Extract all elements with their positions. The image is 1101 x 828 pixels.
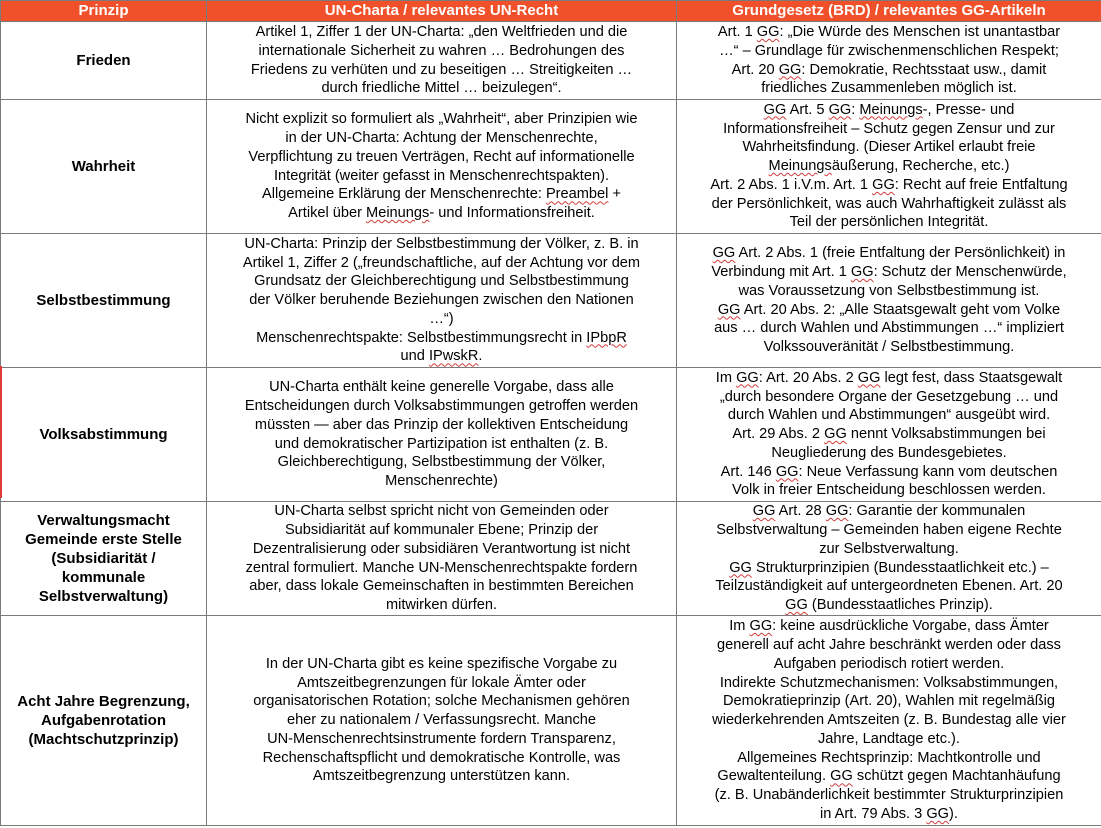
cell-line: aber, dass lokale Gemeinschaften in bestimmten Bereichen — [249, 578, 634, 595]
cell-line: Aufgabenrotation — [41, 712, 166, 729]
cell-line: Jahre, Landtage etc.). — [818, 730, 960, 747]
cell-line: UN-Charta enthält keine generelle Vorgabe, dass alle — [269, 379, 614, 396]
cell-line: UN-Menschenrechtsinstrumente fordern Transparenz, — [267, 730, 616, 747]
cell-line: UN-Charta: Prinzip der Selbstbestimmung der Völker, z. B. in — [244, 235, 639, 252]
cell-un — [207, 502, 677, 616]
header-un-charta: UN-Charta / relevantes UN-Recht — [207, 1, 677, 22]
cell-line: friedliches Zusammenleben möglich ist. — [761, 80, 1017, 97]
cell-line: Im GG: Art. 20 Abs. 2 GG legt fest, dass Staatsgewalt — [715, 369, 1063, 386]
cell-line: (Machtschutzprinzip) — [28, 731, 179, 748]
header-prinzip: Prinzip — [1, 1, 207, 22]
cell-line: und IPwskR. — [400, 348, 483, 365]
cell-un — [207, 100, 677, 234]
cell-line: (Subsidiarität / — [51, 550, 156, 567]
cell-line: Volksabstimmung — [39, 426, 168, 443]
cell-line: Neugliederung des Bundesgebietes. — [771, 444, 1007, 461]
cell-line: Amtszeitbegrenzungen für lokale Ämter oder — [297, 674, 586, 691]
cell-gg — [677, 100, 1101, 234]
cell-line: GG Art. 28 GG: Garantie der kommunalen — [752, 503, 1026, 520]
cell-line: durch friedliche Mittel … beizulegen“. — [321, 80, 562, 97]
cell-line: GG Art. 5 GG: Meinungs-, Presse- und — [763, 101, 1015, 118]
cell-line: Art. 20 GG: Demokratie, Rechtsstaat usw., damit — [731, 61, 1047, 78]
cell-line: Artikel über Meinungs- und Informationsfreiheit. — [288, 205, 595, 222]
cell-line: In der UN-Charta gibt es keine spezifische Vorgabe zu — [265, 655, 618, 672]
header-grundgesetz: Grundgesetz (BRD) / relevantes GG-Artikeln — [677, 1, 1101, 22]
cell-line: Friedens zu verhüten und zu beseitigen … Streitigkeiten … — [250, 61, 633, 78]
cell-gg — [677, 502, 1101, 616]
table-row-wahrheit — [1, 100, 1101, 234]
cell-line: generell auf acht Jahre beschränkt werden oder dass — [717, 636, 1061, 653]
cell-line: der Persönlichkeit, was auch Wahrhaftigkeit zulässt als — [711, 195, 1067, 212]
cell-un — [207, 22, 677, 100]
cell-line: Selbstbestimmung — [36, 292, 171, 309]
cell-line: in Art. 79 Abs. 3 GG). — [820, 806, 958, 823]
cell-un — [207, 616, 677, 826]
cell-line: Informationsfreiheit – Schutz gegen Zensur und zur — [723, 120, 1055, 137]
cell-line: Rechenschaftspflicht und demokratische Kontrolle, was — [262, 749, 621, 766]
cell-line: mitwirken dürfen. — [385, 597, 498, 614]
cell-line: internationale Sicherheit zu wahren … Bedrohungen des — [258, 42, 625, 59]
cell-line: Verpflichtung zu treuen Verträgen, Recht auf informationelle — [248, 148, 635, 165]
cell-line: Im GG: keine ausdrückliche Vorgabe, dass Ämter — [729, 618, 1049, 635]
cell-line: Entscheidungen durch Volksabstimmungen getroffen werden — [244, 397, 639, 414]
table-row-volksabstimmung — [1, 368, 1101, 502]
cell-line: Volk in freier Entscheidung beschlossen werden. — [732, 482, 1046, 499]
cell-line: Acht Jahre Begrenzung, — [17, 693, 190, 710]
table-row-frieden — [1, 22, 1101, 100]
cell-line: Teil der persönlichen Integrität. — [789, 214, 989, 231]
cell-line: in der UN-Charta: Achtung der Menschenrechte, — [285, 129, 598, 146]
cell-line: Dezentralisierung oder subsidiären Verantwortung ist nicht — [252, 540, 631, 557]
cell-line: Demokratieprinzip (Art. 20), Wahlen mit regelmäßig — [723, 693, 1055, 710]
cell-line: Art. 146 GG: Neue Verfassung kann vom deutschen — [720, 463, 1058, 480]
cell-line: eher zu nationalem / Verfassungsrecht. Manche — [286, 712, 597, 729]
cell-line: organisatorischen Rotation; solche Mechanismen gehören — [253, 693, 630, 710]
cell-prinzip — [1, 502, 207, 616]
cell-gg — [677, 616, 1101, 826]
cell-line: Teilzuständigkeit auf untergeordneten Ebenen. Art. 20 — [715, 578, 1063, 595]
cell-line: GG Strukturprinzipien (Bundesstaatlichkeit etc.) – — [729, 559, 1049, 576]
cell-line: Art. 29 Abs. 2 GG nennt Volksabstimmungen bei — [732, 426, 1046, 443]
cell-line: kommunale — [61, 569, 146, 586]
cell-line: Selbstverwaltung) — [38, 588, 169, 605]
cell-line: GG Art. 2 Abs. 1 (freie Entfaltung der Persönlichkeit) in — [712, 245, 1066, 262]
cell-line: Menschenrechtspakte: Selbstbestimmungsrecht in IPbpR — [256, 329, 627, 346]
cell-prinzip — [1, 368, 207, 502]
cell-line: wiederkehrenden Amtszeiten (z. B. Bundestag alle vier — [712, 712, 1066, 729]
cell-line: Nicht explizit so formuliert als „Wahrheit“, aber Prinzipien wie — [245, 111, 638, 128]
cell-line: Volkssouveränität / Selbstbestimmung. — [763, 339, 1015, 356]
cell-line: Artikel 1, Ziffer 1 der UN-Charta: „den Weltfrieden und die — [255, 23, 628, 40]
cell-line: aus … durch Wahlen und Abstimmungen …“ impliziert — [714, 320, 1064, 337]
cell-line: Allgemeine Erklärung der Menschenrechte: Preambel + — [262, 186, 621, 203]
cell-line: und demokratischer Partizipation ist enthalten (z. B. — [274, 435, 609, 452]
cell-line: Verbindung mit Art. 1 GG: Schutz der Menschenwürde, — [711, 263, 1067, 280]
cell-gg — [677, 368, 1101, 502]
cell-line: (z. B. Unabänderlichkeit bestimmter Strukturprinzipien — [714, 787, 1064, 804]
cell-line: GG Art. 20 Abs. 2: „Alle Staatsgewalt geht vom Volke — [717, 301, 1061, 318]
cell-line: was Voraussetzung von Selbstbestimmung ist. — [738, 282, 1040, 299]
table-row-verwaltungsmacht — [1, 502, 1101, 616]
cell-line: Wahrheit — [71, 158, 136, 175]
cell-line: Selbstverwaltung – Gemeinden haben eigene Rechte — [716, 521, 1062, 538]
cell-line: „durch besondere Organe der Gesetzgebung … und — [719, 388, 1059, 405]
cell-line: Gewaltenteilung. GG schützt gegen Machtanhäufung — [717, 768, 1061, 785]
cell-un — [207, 234, 677, 368]
cell-line: Meinungsäußerung, Recherche, etc.) — [768, 158, 1010, 175]
cell-line: zur Selbstverwaltung. — [819, 540, 959, 557]
cell-line: …“ – Grundlage für zwischenmenschlichen Respekt; — [719, 42, 1059, 59]
cell-line: Integrität (weiter gefasst in Menschenrechtspakten). — [273, 167, 609, 184]
cell-line: Art. 2 Abs. 1 i.V.m. Art. 1 GG: Recht auf freie Entfaltung — [710, 176, 1068, 193]
cell-line: der Völker beruhende Beziehungen zwischen den Nationen — [249, 292, 634, 309]
cell-line: Aufgaben periodisch rotiert werden. — [773, 655, 1005, 672]
cell-prinzip — [1, 234, 207, 368]
cell-line: Gemeinde erste Stelle — [25, 531, 182, 548]
cell-line: Grundsatz der Gleichberechtigung und Selbstbestimmung — [254, 273, 629, 290]
cell-line: durch Wahlen und Abstimmungen“ ausgeübt wird. — [727, 407, 1051, 424]
cell-line: Verwaltungsmacht — [37, 512, 170, 529]
cell-line: GG (Bundesstaatliches Prinzip). — [785, 597, 993, 614]
cell-line: Allgemeines Rechtsprinzip: Machtkontrolle und — [737, 749, 1041, 766]
cell-line: Menschenrechte) — [385, 473, 498, 490]
cell-line: Art. 1 GG: „Die Würde des Menschen ist unantastbar — [717, 23, 1061, 40]
cell-prinzip — [1, 616, 207, 826]
cell-un — [207, 368, 677, 502]
cell-gg — [677, 22, 1101, 100]
cell-line: Indirekte Schutzmechanismen: Volksabstimmungen, — [719, 674, 1059, 691]
cell-gg — [677, 234, 1101, 368]
cell-line: müssten — aber das Prinzip der kollektiven Entscheidung — [254, 416, 629, 433]
cell-line: …“) — [429, 310, 454, 327]
cell-prinzip — [1, 100, 207, 234]
cell-line: Wahrheitsfindung. (Dieser Artikel erlaubt freie — [742, 139, 1036, 156]
cell-line: Subsidiarität auf kommunaler Ebene; Prinzip der — [284, 521, 599, 538]
cell-line: UN-Charta selbst spricht nicht von Gemeinden oder — [274, 503, 609, 520]
left-edge-mark — [0, 366, 2, 498]
cell-line: Frieden — [76, 52, 131, 69]
table-row-acht-jahre — [1, 616, 1101, 826]
header-row — [1, 1, 1101, 22]
cell-line: Gleichberechtigung, Selbstbestimmung der Völker, — [277, 454, 606, 471]
cell-line: zentral formuliert. Manche UN-Menschenrechtspakte fordern — [245, 559, 638, 576]
cell-line: Amtszeitbegrenzung unterstützen kann. — [312, 768, 571, 785]
cell-prinzip — [1, 22, 207, 100]
table-row-selbstbestimmung — [1, 234, 1101, 368]
cell-line: Artikel 1, Ziffer 2 („freundschaftliche, auf der Achtung vor dem — [242, 254, 641, 271]
